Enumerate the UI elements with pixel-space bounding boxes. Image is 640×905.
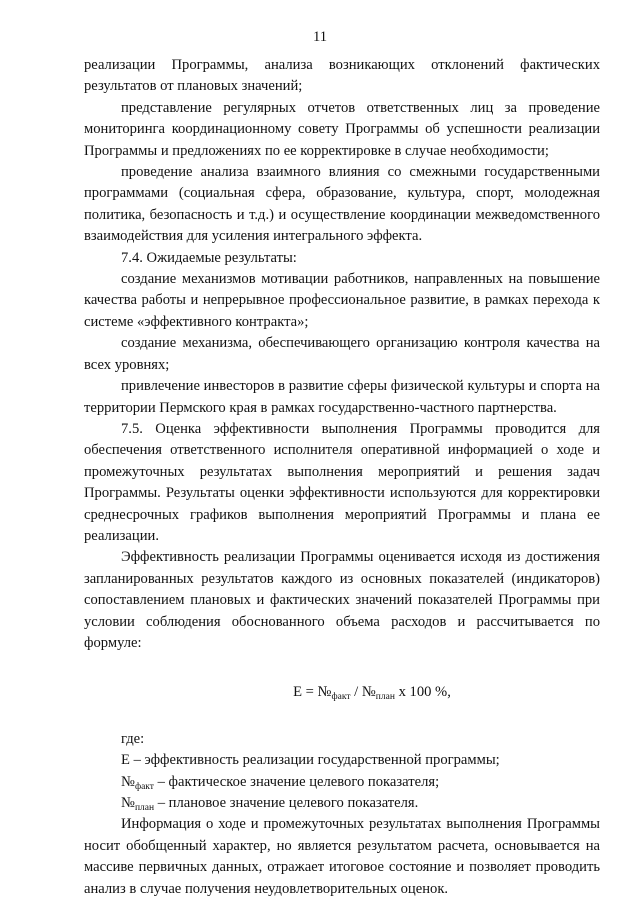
paragraph-analysis: проведение анализа взаимного влияния со смежными государственными программами (социальная сфера, образование, культура, спорт, молодежная политика, безопасность и т.д.) и осуществление координации межведомственного взаимодействия для усиления интегрального эффекта. bbox=[84, 164, 600, 245]
legend-fact-prefix: № bbox=[121, 773, 135, 790]
page-number: 11 bbox=[312, 29, 328, 45]
legend-plan-prefix: № bbox=[121, 795, 135, 811]
legend-fact-sub: факт bbox=[134, 781, 154, 792]
paragraph-reports: представление регулярных отчетов ответственных лиц за проведение мониторинга координационному совету Программы об успешности реализации Программы и предложениях по ее корректировке в случае необходимости; bbox=[84, 99, 600, 159]
efficiency-formula bbox=[84, 682, 600, 703]
document-body bbox=[84, 55, 600, 900]
legend-fact-text: – фактическое значение целевого показателя; bbox=[153, 773, 440, 790]
paragraph-continuation: реализации Программы, анализа возникающих отклонений фактических результатов от плановых значений; bbox=[84, 57, 600, 95]
legend-plan bbox=[84, 793, 600, 814]
legend-fact bbox=[84, 772, 600, 793]
formula-mid: / № bbox=[350, 684, 376, 701]
formula-lhs: Е = № bbox=[293, 684, 332, 701]
paragraph-quality-control: создание механизма, обеспечивающего организацию контроля качества на всех уровнях; bbox=[84, 335, 600, 373]
paragraph-7-5-evaluation: 7.5. Оценка эффективности выполнения Программы проводится для обеспечения ответственного исполнителя оперативной информацией о ходе и промежуточных результатах выполнения мероприятий и решения задач Программы. Результаты оценки эффективности используются для корректировки среднесрочных графиков выполнения мероприятий Программы и плана ее реализации. bbox=[84, 420, 600, 544]
formula-sub-fact: факт bbox=[331, 692, 351, 703]
paragraph-investors: привлечение инвесторов в развитие сферы физической культуры и спорта на территории Пермского края в рамках государственно-частного партнерства. bbox=[84, 378, 600, 416]
paragraph-effectiveness: Эффективность реализации Программы оценивается исходя из достижения запланированных результатов каждого из основных показателей (индикаторов) сопоставлением плановых и фактических значений показателей Программы при условии соблюдения обоснованного объема расходов и рассчитывается по формуле: bbox=[84, 549, 600, 651]
legend-plan-sub: план bbox=[134, 803, 155, 813]
paragraph-information: Информация о ходе и промежуточных результатах выполнения Программы носит обобщенный характер, но является результатом расчета, основывается на массиве первичных данных, отражает итоговое состояние и позволяет проводить анализ в случае получения неудовлетворительных оценок. bbox=[84, 816, 600, 897]
section-heading-7-4: 7.4. Ожидаемые результаты: bbox=[121, 249, 297, 266]
where-label: где: bbox=[121, 730, 145, 747]
legend-e: Е – эффективность реализации государственной программы; bbox=[121, 752, 500, 769]
formula-sub-plan: план bbox=[375, 692, 395, 703]
legend-plan-text: – плановое значение целевого показателя. bbox=[154, 795, 419, 811]
paragraph-motivation: создание механизмов мотивации работников, направленных на повышение качества работы и непрерывное профессиональное развитие, в рамках перехода к системе «эффективного контракта»; bbox=[84, 271, 600, 330]
formula-rhs: х 100 %, bbox=[394, 684, 451, 701]
